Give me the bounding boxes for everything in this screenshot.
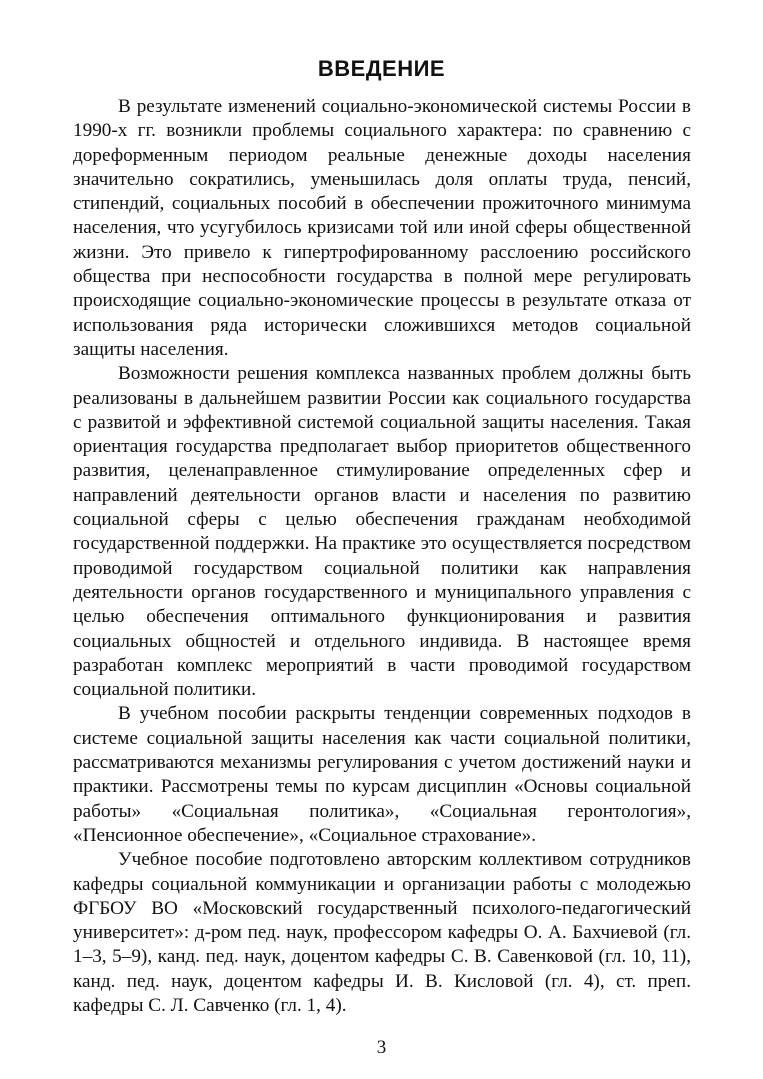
page-number: 3 (376, 1037, 387, 1058)
paragraph-2: Возможности решения комплекса названных проблем должны быть реализованы в дальнейшем развитии России как социального государства с развитой и эффективной системой социальной защиты населения. Такая ориентация государства предполагает выбор приоритетов общественного развития, целенаправленное стимулирование определенных сфер и направлений деятельности органов власти и населения по развитию социальной сферы с целью обеспечения гражданам необходимой государственной поддержки. На практике это осуществляется посредством проводимой государством социальной политики как направления деятельности органов государственного и муниципального управления с целью обеспечения оптимального функционирования и развития социальных общностей и отдельного индивида. В настоящее время разработан комплекс мероприятий в части проводимой государством социальной политики. (73, 363, 691, 701)
paragraph-1: В результате изменений социально-экономической системы России в 1990-х гг. возникли проблемы социального характера: по сравнению с дореформенным периодом реальные денежные доходы населения значительно сократились, уменьшилась доля оплаты труда, пенсий, стипендий, социальных пособий в обеспечении прожиточного минимума населения, что усугубилось кризисами той или иной сферы общественной жизни. Это привело к гипертрофированному расслоению российского общества при неспособности государства в полной мере регулировать происходящие социально-экономические процессы в результате отказа от использования ряда исторически сложившихся методов социальной защиты населения. (73, 96, 691, 360)
paragraph-4: Учебное пособие подготовлено авторским коллективом сотрудников кафедры социальной коммуникации и организации работы с молодежью ФГБОУ ВО «Московский государственный психолого-педагогический университет»: д-ром пед. наук, профессором кафедры О. А. Бахчиевой (гл. 1–3, 5–9), канд. пед. наук, доцентом кафедры С. В. Савенковой (гл. 10, 11), канд. пед. наук, доцентом кафедры И. В. Кисловой (гл. 4), ст. преп. кафедры С. Л. Савченко (гл. 1, 4). (73, 849, 691, 1016)
paragraph-3: В учебном пособии раскрыты тенденции современных подходов в системе социальной защиты населения как части социальной политики, рассматриваются механизмы регулирования с учетом достижений науки и практики. Рассмотрены темы по курсам дисциплин «Основы социальной работы» «Социальная политика», «Социальная геронтология», «Пенсионное обеспечение», «Социальное страхование». (73, 703, 691, 846)
page-title: ВВЕДЕНИЕ (317, 56, 446, 81)
body-text (73, 95, 691, 1018)
